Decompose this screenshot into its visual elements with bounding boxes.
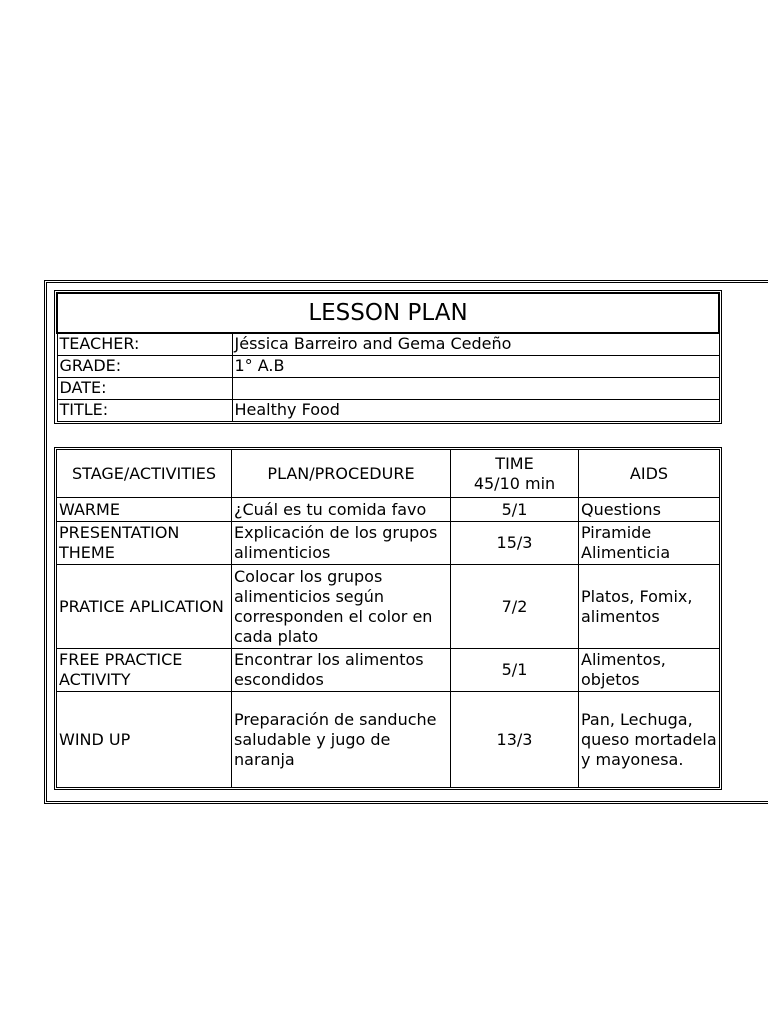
aids-cell: Pan, Lechuga, queso mortadela y mayonesa. (579, 692, 720, 788)
date-label: DATE: (57, 377, 232, 399)
plan-cell: ¿Cuál es tu comida favo (232, 498, 451, 522)
stage-cell: PRATICE APLICATION (57, 565, 232, 649)
title-value: Healthy Food (232, 399, 719, 421)
table-header-row (57, 450, 720, 498)
time-cell: 5/1 (451, 649, 579, 692)
table-row (57, 649, 720, 692)
time-cell: 7/2 (451, 565, 579, 649)
column-header-time-label: TIME (495, 453, 534, 473)
teacher-row (57, 333, 719, 355)
page-title: LESSON PLAN (57, 293, 719, 333)
teacher-value: Jéssica Barreiro and Gema Cedeño (232, 333, 719, 355)
aids-cell: Alimentos, objetos (579, 649, 720, 692)
aids-cell: Questions (579, 498, 720, 522)
stage-cell: PRESENTATION THEME (57, 522, 232, 565)
title-row (57, 399, 719, 421)
plan-cell: Colocar los grupos alimenticios según corresponden el color en cada plato (232, 565, 451, 649)
column-header-plan: PLAN/PROCEDURE (232, 450, 451, 498)
time-cell: 5/1 (451, 498, 579, 522)
grade-row (57, 355, 719, 377)
time-cell: 15/3 (451, 522, 579, 565)
title-label: TITLE: (57, 399, 232, 421)
grade-label: GRADE: (57, 355, 232, 377)
grade-value: 1° A.B (232, 355, 719, 377)
activities-table (56, 449, 720, 788)
table-row (57, 522, 720, 565)
stage-cell: WARME (57, 498, 232, 522)
table-row (57, 498, 720, 522)
stage-cell: WIND UP (57, 692, 232, 788)
column-header-aids: AIDS (579, 450, 720, 498)
table-row (57, 565, 720, 649)
plan-cell: Encontrar los alimentos escondidos (232, 649, 451, 692)
column-header-stage: STAGE/ACTIVITIES (57, 450, 232, 498)
date-value (232, 377, 719, 399)
plan-cell: Preparación de sanduche saludable y jugo de naranja (232, 692, 451, 788)
date-row (57, 377, 719, 399)
teacher-label: TEACHER: (57, 333, 232, 355)
header-table (56, 292, 720, 422)
column-header-time (451, 450, 579, 498)
column-header-time-total: 45/10 min (473, 473, 556, 493)
time-cell: 13/3 (451, 692, 579, 788)
aids-cell: Piramide Alimenticia (579, 522, 720, 565)
aids-cell: Platos, Fomix, alimentos (579, 565, 720, 649)
table-row (57, 692, 720, 788)
stage-cell: FREE PRACTICE ACTIVITY (57, 649, 232, 692)
plan-cell: Explicación de los grupos alimenticios (232, 522, 451, 565)
